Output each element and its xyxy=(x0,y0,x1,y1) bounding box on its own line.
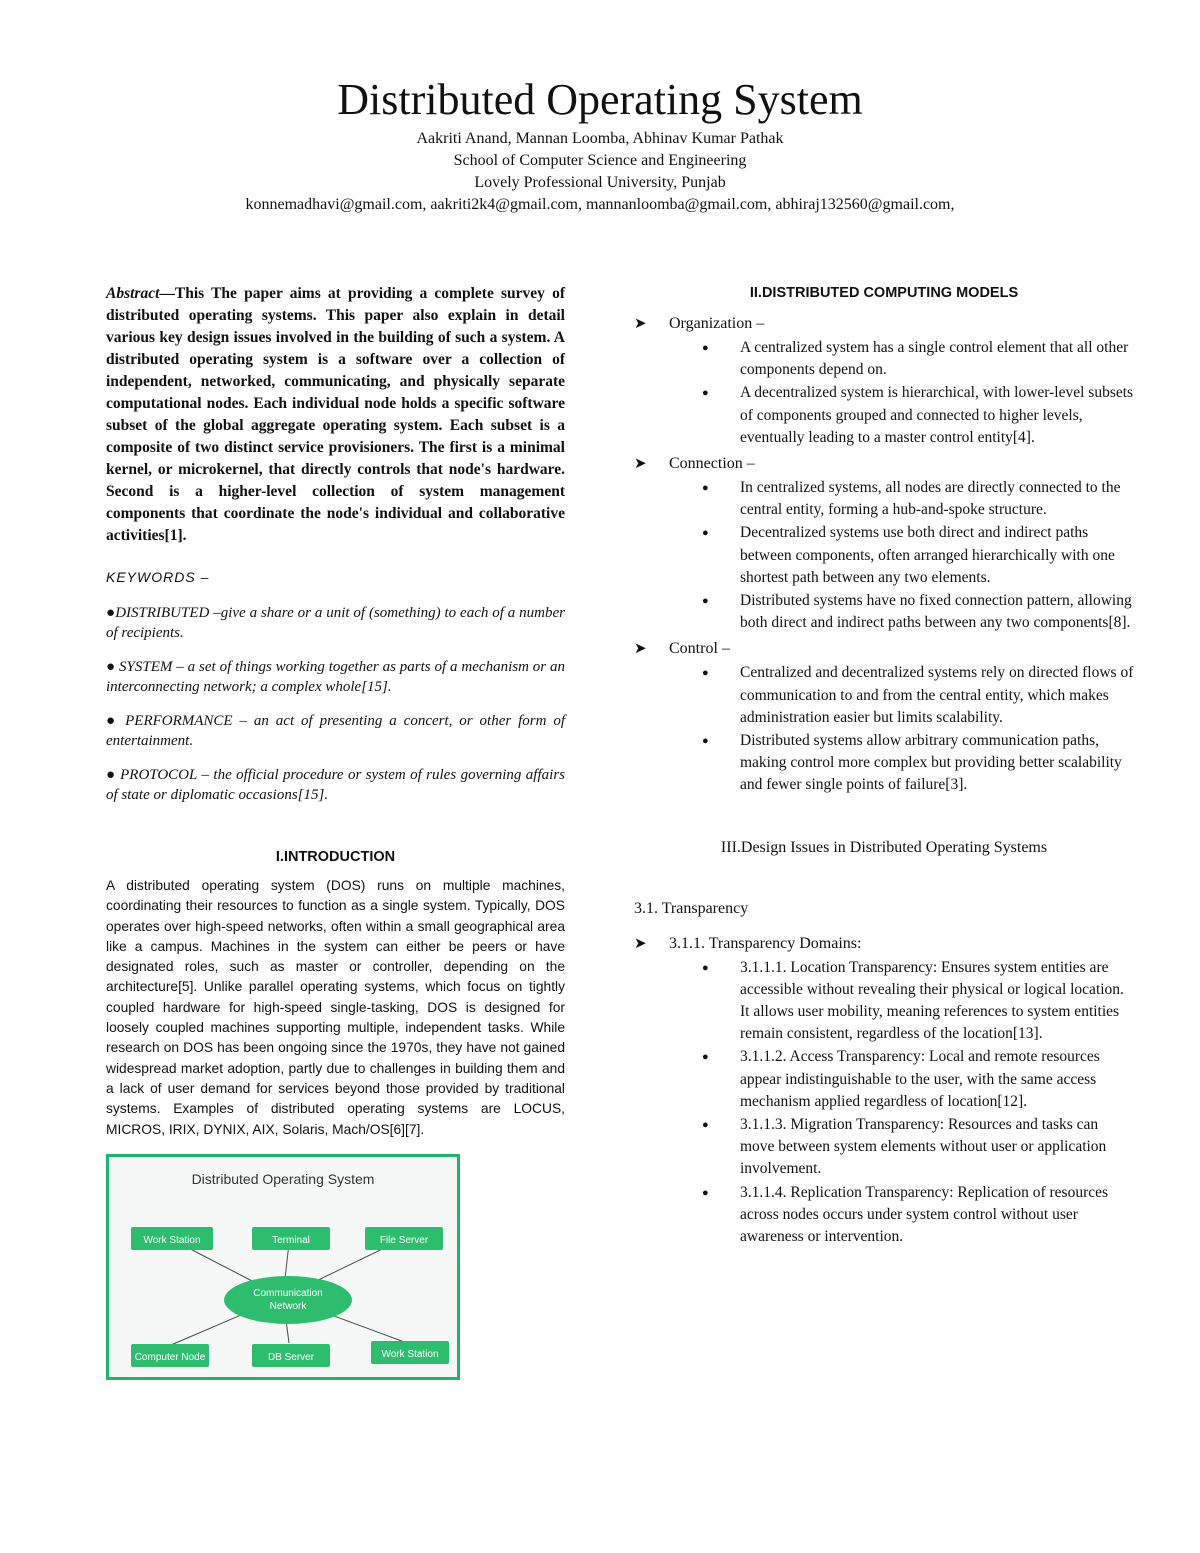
design-issues-heading: III.Design Issues in Distributed Operating Systems xyxy=(720,838,1048,856)
group-label: Organization – xyxy=(669,315,765,332)
list-item: ● 3.1.1.2. Access Transparency: Local and remote resources appear indistinguishable to the user, with the same access mechanism applied regardless of location[12]. xyxy=(702,1046,1134,1113)
bullet-list xyxy=(702,662,1134,796)
university-name: Lovely Professional University, Punjab xyxy=(474,174,726,191)
list-item: ● 3.1.1.4. Replication Transparency: Replication of resources across nodes occurs under system control without user awareness or intervention. xyxy=(702,1182,1134,1249)
transparency-domains xyxy=(634,933,1134,955)
node-label: Terminal xyxy=(272,1234,310,1246)
dos-diagram-figure xyxy=(106,1154,460,1380)
list-item: ● A decentralized system is hierarchical, with lower-level subsets of components grouped and connected to higher levels, eventually leading to a master control entity[4]. xyxy=(702,382,1134,449)
introduction-text: A distributed operating system (DOS) runs on multiple machines, coordinating their resources to function as a single system. Typically, DOS operates over high-speed networks, often within a small geographical area like a campus. Machines in the system can either be peers or have designated roles, such as master or controller, depending on the architecture[5]. Unlike parallel operating systems, which focus on tightly coupled hardware for high-speed single-tasking, DOS is designed for loosely coupled machines supporting multiple, independent tasks. While research on DOS has been ongoing since the 1970s, they have not gained widespread market adoption, partly due to challenges in building them and a lack of user demand for services beyond those provided by traditional systems. Examples of distributed operating systems are LOCUS, MICROS, IRIX, DYNIX, AIX, Solaris, Mach/OS[6][7]. xyxy=(106,878,565,1137)
arrow-bullet-icon: ➤ xyxy=(634,316,647,332)
list-item: ● Centralized and decentralized systems rely on directed flows of communication to and from the central entity, which makes administration easier but limits scalability. xyxy=(702,662,1134,729)
bullet-list xyxy=(702,957,1134,1249)
model-group-control xyxy=(634,638,1134,660)
author-list: Aakriti Anand, Mannan Loomba, Abhinav Kumar Pathak xyxy=(416,130,784,147)
network-diagram xyxy=(109,1157,457,1377)
group-label: Control – xyxy=(669,640,730,658)
transparency-heading: 3.1. Transparency xyxy=(634,899,749,917)
node-label: File Server xyxy=(379,1234,429,1246)
arrow-bullet-icon: ➤ xyxy=(634,641,647,658)
keyword-item: ●DISTRIBUTED –give a share or a unit of (something) to each of a number of recipients. xyxy=(106,605,565,641)
school-name: School of Computer Science and Engineering xyxy=(453,152,747,169)
models-heading: II.DISTRIBUTED COMPUTING MODELS xyxy=(749,285,1019,301)
abstract-lead: Abstract xyxy=(106,285,160,302)
keywords-heading: KEYWORDS – xyxy=(106,569,210,585)
list-item: ● In centralized systems, all nodes are directly connected to the central entity, forming a hub-and-spoke structure. xyxy=(702,477,1134,521)
keyword-item: ● SYSTEM – a set of things working together as parts of a mechanism or an interconnecting network; a complex whole[15]. xyxy=(106,659,565,695)
model-group-organization xyxy=(634,313,1134,335)
bullet-list xyxy=(702,477,1134,634)
paper-title: Distributed Operating System xyxy=(337,75,863,124)
list-item: ● Distributed systems have no fixed connection pattern, allowing both direct and indirect paths between any two components[8]. xyxy=(702,590,1134,634)
list-item: ● 3.1.1.3. Migration Transparency: Resources and tasks can move between system elements without user or application involvement. xyxy=(702,1114,1134,1181)
abstract-text: —This The paper aims at providing a complete survey of distributed operating systems. This paper also explain in detail various key design issues involved in the building of such a system. A distributed operating system is a software over a collection of independent, networked, communicating, and physically separate computational nodes. Each individual node holds a specific software subset of the global aggregate operating system. Each subset is a composite of two distinct service provisioners. The first is a minimal kernel, or microkernel, that directly controls that node's hardware. Second is a higher-level collection of system management components that coordinate the node's individual and collaborative activities[1]. xyxy=(106,285,565,544)
list-item: ● Distributed systems allow arbitrary communication paths, making control more complex but providing better scalability and fewer single points of failure[3]. xyxy=(702,730,1134,797)
keyword-item: ● PROTOCOL – the official procedure or system of rules governing affairs of state or diplomatic occasions[15]. xyxy=(106,767,565,803)
model-group-connection xyxy=(634,453,1134,475)
center-label-line2: Network xyxy=(269,1300,307,1312)
left-column xyxy=(106,283,565,1380)
communication-network-node xyxy=(224,1276,352,1324)
right-column xyxy=(634,283,1134,1249)
abstract xyxy=(106,283,565,547)
node-label: Work Station xyxy=(381,1348,439,1360)
list-item: ● A centralized system has a single control element that all other components depend on. xyxy=(702,337,1134,381)
bullet-list xyxy=(702,337,1134,449)
arrow-bullet-icon: ➤ xyxy=(634,456,647,473)
node-label: DB Server xyxy=(267,1351,315,1363)
author-emails: konnemadhavi@gmail.com, aakriti2k4@gmail.com, mannanloomba@gmail.com, abhiraj132560@gmail.com, xyxy=(245,196,955,213)
list-item: ● 3.1.1.1. Location Transparency: Ensures system entities are accessible without revealing their physical or logical location. It allows user mobility, meaning references to system entities remain consistent, regardless of the location[13]. xyxy=(702,957,1134,1046)
arrow-bullet-icon: ➤ xyxy=(634,935,647,952)
list-item: ● Decentralized systems use both direct and indirect paths between components, often arranged hierarchically with one shortest path between any two elements. xyxy=(702,522,1134,589)
center-label-line1: Communication xyxy=(253,1287,323,1299)
domain-label: 3.1.1. Transparency Domains: xyxy=(669,934,862,952)
introduction-heading: I.INTRODUCTION xyxy=(275,849,396,865)
paper-header xyxy=(0,72,1200,216)
figure-title: Distributed Operating System xyxy=(191,1170,375,1187)
keyword-item: ● PERFORMANCE – an act of presenting a concert, or other form of entertainment. xyxy=(106,713,565,749)
group-label: Connection – xyxy=(669,455,755,473)
node-label: Work Station xyxy=(143,1234,201,1246)
node-label: Computer Node xyxy=(134,1351,206,1363)
